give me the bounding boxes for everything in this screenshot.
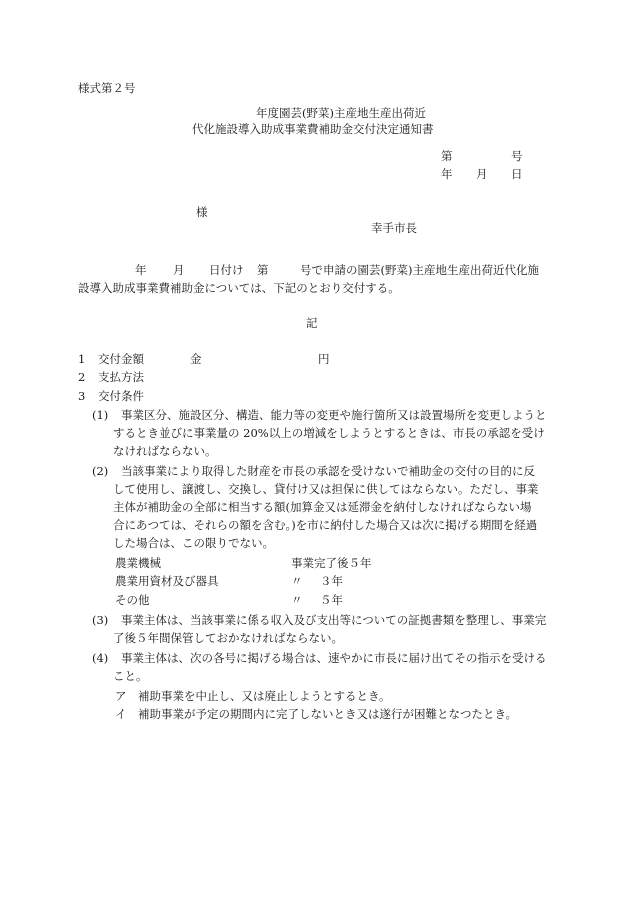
intro-month: 月 [173, 263, 185, 277]
condition-line: 主体が補助金の全部に相当する額(加算金又は延滞金を納付しなければならない場 [113, 500, 532, 514]
form-number: 様式第２号 [78, 81, 136, 95]
condition-number: (4) [92, 651, 109, 665]
amount-kin: 金 [190, 352, 202, 366]
amount-en: 円 [318, 352, 330, 366]
ki-heading: 記 [306, 316, 318, 330]
document-title-line-2: 代化施設導入助成事業費補助金交付決定通知書 [192, 122, 434, 136]
condition-line: こと。 [113, 669, 148, 683]
condition-line: するとき並びに事業量の 20%以上の増減をしようとするときは、市長の承認を受け [113, 426, 545, 440]
condition-line: なければならない。 [113, 444, 217, 458]
intro-date-label: 日付け [209, 263, 244, 277]
intro-no-prefix: 第 [257, 263, 269, 277]
period-value: ３年 [320, 574, 343, 588]
period-item: 農業用資材及び器具 [115, 574, 219, 588]
condition-line: して使用し、譲渡し、交換し、貸付け又は担保に供してはならない。ただし、事業 [113, 482, 539, 496]
document-title-line-1: 年度園芸(野菜)主産地生産出荷近 [256, 106, 426, 120]
issuer: 幸手市長 [371, 221, 417, 235]
condition-line: 事業主体は、次の各号に掲げる場合は、速やかに市長に届け出てその指示を受ける [121, 651, 547, 665]
period-item: その他 [115, 593, 150, 607]
date-month: 月 [476, 167, 488, 181]
period-value: 事業完了後５年 [291, 556, 372, 570]
item-number: 3 [78, 389, 86, 403]
item-label: 交付金額 [98, 352, 144, 366]
condition-line: 事業区分、施設区分、構造、能力等の変更や施行箇所又は設置場所を変更しようと [121, 408, 547, 422]
condition-line: 了後５年間保管しておかなければならない。 [113, 631, 343, 645]
addressee-suffix: 様 [196, 205, 208, 219]
condition-line: 事業主体は、当該事業に係る収入及び支出等についての証拠書類を整理し、事業完 [121, 613, 547, 627]
doc-number-suffix: 号 [511, 149, 523, 163]
sub-item-text: 補助事業を中止し、又は廃止しようとするとき。 [138, 689, 391, 703]
intro-year: 年 [135, 263, 147, 277]
item-label: 支払方法 [98, 370, 144, 384]
period-ditto: 〃 [291, 593, 303, 607]
condition-line: した場合は、この限りでない。 [113, 536, 274, 550]
intro-line-2: 設導入助成事業費補助金については、下記のとおり交付する。 [78, 281, 400, 295]
period-value: ５年 [320, 593, 343, 607]
item-label: 交付条件 [98, 389, 144, 403]
sub-item-mark: ア [115, 689, 127, 703]
period-ditto: 〃 [291, 574, 303, 588]
date-year: 年 [441, 167, 453, 181]
period-item: 農業機械 [115, 556, 161, 570]
intro-line-1: 号で申請の園芸(野菜)主産地生産出荷近代化施 [300, 263, 539, 277]
condition-number: (3) [92, 613, 109, 627]
sub-item-text: 補助事業が予定の期間内に完了しないとき又は遂行が困難となつたとき。 [138, 707, 518, 721]
condition-number: (2) [92, 464, 109, 478]
date-day: 日 [511, 167, 523, 181]
condition-line: 当該事業により取得した財産を市長の承認を受けないで補助金の交付の目的に反 [121, 464, 535, 478]
item-number: 1 [78, 352, 86, 366]
sub-item-mark: イ [115, 707, 127, 721]
doc-number-prefix: 第 [441, 149, 453, 163]
condition-number: (1) [92, 408, 109, 422]
item-number: 2 [78, 370, 86, 384]
condition-line: 合にあつては、それらの額を含む。)を市に納付した場合又は次に掲げる期間を経過 [113, 518, 538, 532]
